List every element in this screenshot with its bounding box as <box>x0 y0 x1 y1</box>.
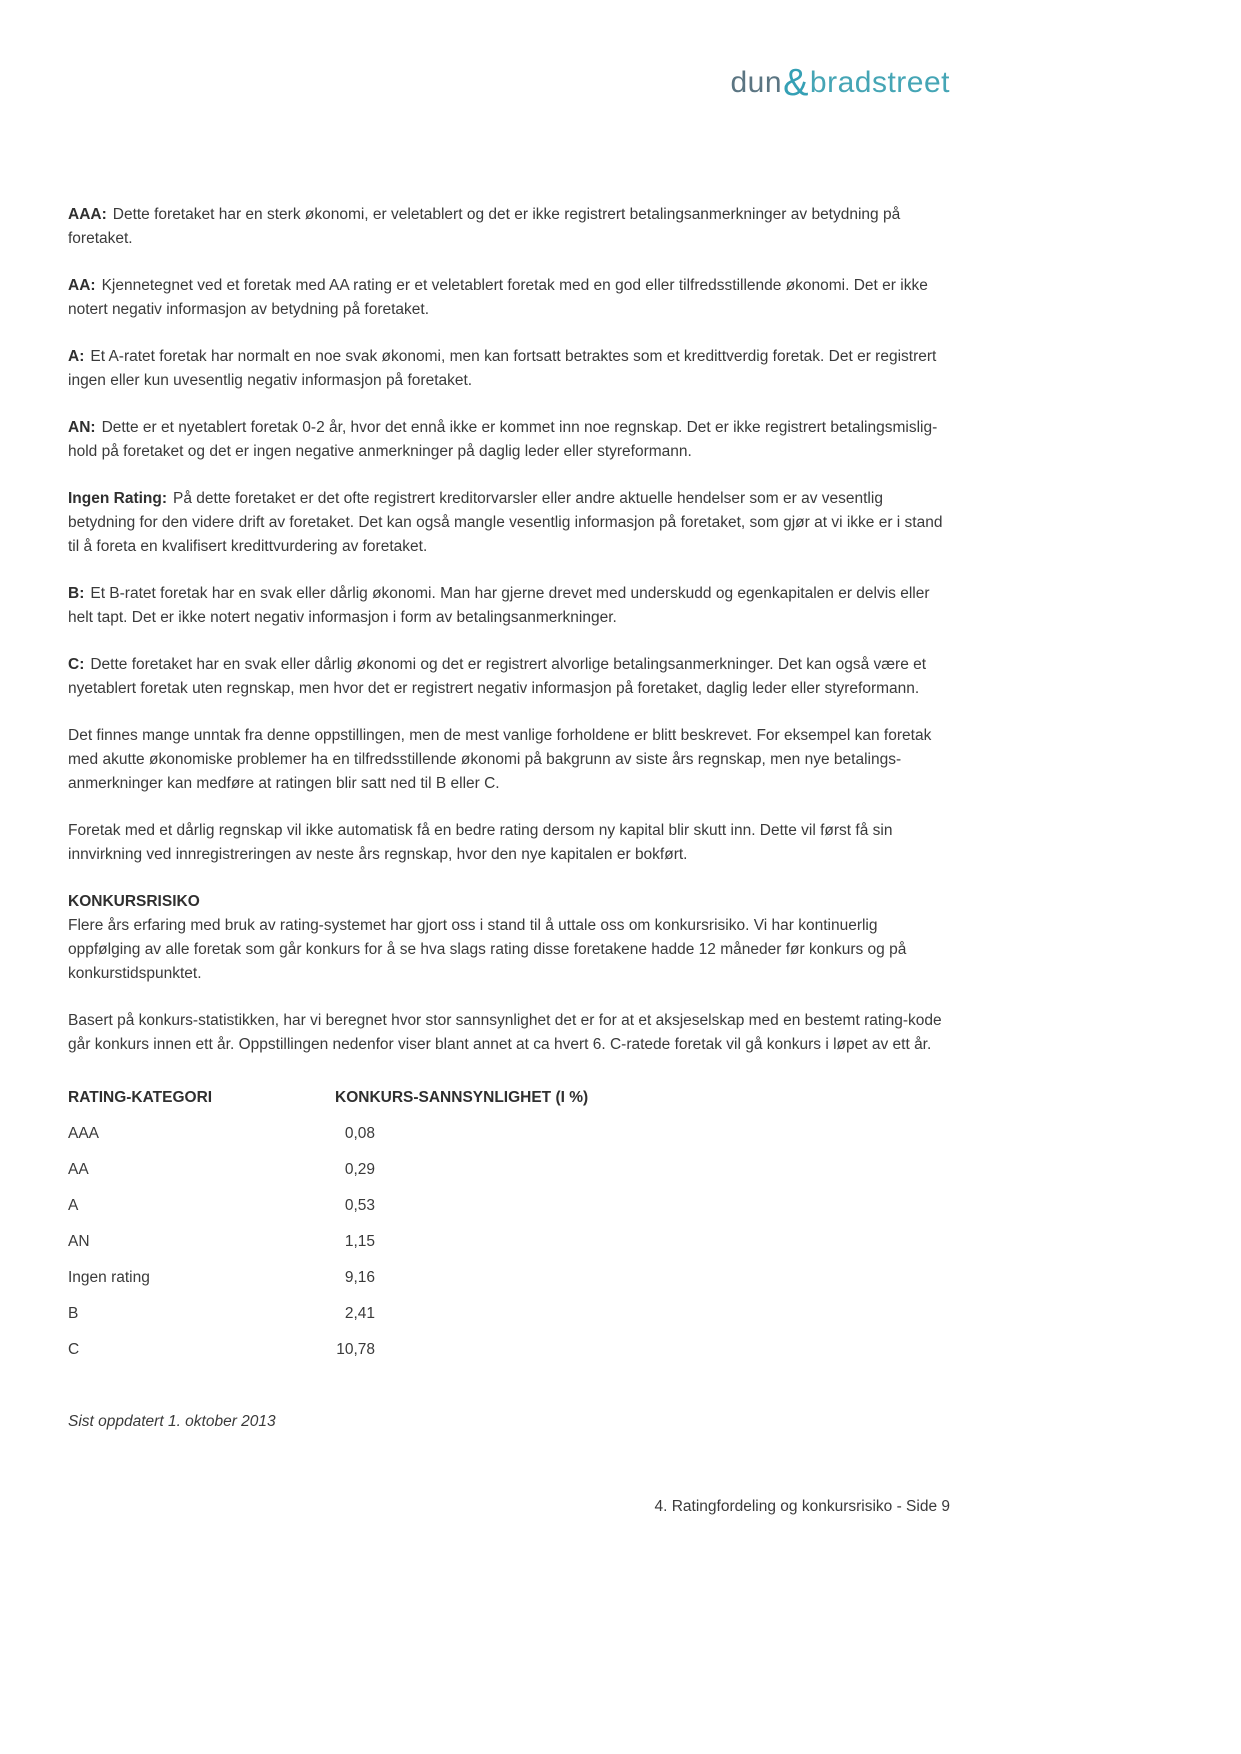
note-paragraph-capital: Foretak med et dårlig regnskap vil ikke automatisk få en bedre rating dersom ny kapital blir skutt inn. Dette vil først få sin innvirkning ved innregistreringen av neste års regnskap, hvor den nye kapitalen er bokført. <box>68 822 893 863</box>
note-paragraph-exceptions: Det finnes mange unntak fra denne oppstillingen, men de mest vanlige forholdene er blitt beskrevet. For eksempel kan foretak med akutte økonomiske problemer ha en tilfredsstillende økonomi på bakgrunn av siste års regnskap, men nye betalings- anmerkninger kan medføre at ratingen blir satt ned til B eller C. <box>68 727 932 792</box>
rating-text: På dette foretaket er det ofte registrert kreditorvarsler eller andre aktuelle hendelser som er av vesentlig betydning for den videre drift av foretaket. Det kan også mangle vesentlig informasjon på foretaket, som gjør at vi ikke er i stand til å foreta en kvalifisert kredittvurdering av foretaket. <box>68 490 943 555</box>
cell-category: AN <box>68 1233 90 1250</box>
logo-bradstreet-text: bradstreet <box>809 66 950 99</box>
cell-value: 1,15 <box>344 1233 375 1250</box>
updated-note: Sist oppdatert 1. oktober 2013 <box>68 1413 276 1430</box>
cell-category: AA <box>68 1161 89 1178</box>
cell-category: Ingen rating <box>68 1269 150 1286</box>
rating-label: AN: <box>68 419 96 436</box>
table-row <box>68 1260 954 1296</box>
rating-text: Dette foretaket har en svak eller dårlig økonomi og det er registrert alvorlige betalingsanmerkninger. Det kan også være et nyetablert foretak uten regnskap, men hvor det er registrert negativ informasjon på foretaket, daglig leder eller styreformann. <box>68 656 927 697</box>
table-row <box>68 1332 954 1368</box>
konkursrisiko-paragraph-1: Flere års erfaring med bruk av rating-systemet har gjort oss i stand til å uttale oss om konkursrisiko. Vi har kontinuerlig oppfølging av alle foretak som går konkurs for å se hva slags rating disse foretakene hadde 12 måneder før konkurs og på konkurstidspunktet. <box>68 917 907 982</box>
page-content <box>68 203 954 1450</box>
cell-value: 0,08 <box>344 1125 375 1142</box>
table-row <box>68 1188 954 1224</box>
header-rating-category: RATING-KATEGORI <box>68 1089 213 1106</box>
table-row <box>68 1296 954 1332</box>
konkursrisiko-heading: KONKURSRISIKO <box>68 893 200 910</box>
rating-text: Dette foretaket har en sterk økonomi, er veletablert og det er ikke registrert betalingsanmerkninger av betydning på foretaket. <box>68 206 901 247</box>
rating-paragraph-b <box>68 582 954 630</box>
cell-value: 0,29 <box>344 1161 375 1178</box>
cell-category: A <box>68 1197 79 1214</box>
dun-bradstreet-logo <box>730 62 951 104</box>
rating-paragraph-aaa <box>68 203 954 251</box>
cell-category: C <box>68 1341 80 1358</box>
probability-table <box>68 1080 954 1368</box>
table-row <box>68 1152 954 1188</box>
rating-paragraph-a <box>68 345 954 393</box>
rating-paragraph-c <box>68 653 954 701</box>
rating-label: AA: <box>68 277 96 294</box>
rating-label: A: <box>68 348 85 365</box>
konkursrisiko-paragraph-2: Basert på konkurs-statistikken, har vi beregnet hvor stor sannsynlighet det er for at et aksjeselskap med en bestemt rating-kode går konkurs innen ett år. Oppstillingen nedenfor viser blant annet at ca hvert 6. C-ratede foretak vil gå konkurs i løpet av ett år. <box>68 1012 942 1053</box>
cell-value: 9,16 <box>344 1269 375 1286</box>
logo-dun-text: dun <box>730 66 783 99</box>
logo-ampersand-icon: & <box>783 62 809 104</box>
cell-category: AAA <box>68 1125 100 1142</box>
table-row <box>68 1116 954 1152</box>
rating-text: Dette er et nyetablert foretak 0-2 år, hvor det ennå ikke er kommet inn noe regnskap. Det er ikke registrert betalingsmislig- hold på foretaket og det er ingen negative anmerkninger på daglig leder eller styreformann. <box>68 419 938 460</box>
page-footer: 4. Ratingfordeling og konkursrisiko - Side 9 <box>654 1498 950 1515</box>
rating-label: Ingen Rating: <box>68 490 168 507</box>
rating-text: Et A-ratet foretak har normalt en noe svak økonomi, men kan fortsatt betraktes som et kredittverdig foretak. Det er registrert ingen eller kun uvesentlig negativ informasjon på foretaket. <box>68 348 937 389</box>
table-row <box>68 1224 954 1260</box>
cell-value: 10,78 <box>336 1341 375 1358</box>
rating-label: C: <box>68 656 85 673</box>
rating-text: Kjennetegnet ved et foretak med AA rating er et veletablert foretak med en god eller tilfredsstillende økonomi. Det er ikke notert negativ informasjon av betydning på foretaket. <box>68 277 928 318</box>
rating-text: Et B-ratet foretak har en svak eller dårlig økonomi. Man har gjerne drevet med underskudd og egenkapitalen er delvis eller helt tapt. Det er ikke notert negativ informasjon i form av betalingsanmerkninger. <box>68 585 930 626</box>
rating-paragraph-aa <box>68 274 954 322</box>
table-header-row <box>68 1080 954 1116</box>
rating-paragraph-ingen-rating <box>68 487 954 559</box>
cell-value: 2,41 <box>344 1305 375 1322</box>
cell-value: 0,53 <box>344 1197 375 1214</box>
rating-label: B: <box>68 585 85 602</box>
header-konkurs-sannsynlighet: KONKURS-SANNSYNLIGHET (I %) <box>335 1089 589 1106</box>
rating-label: AAA: <box>68 206 107 223</box>
rating-paragraph-an <box>68 416 954 464</box>
cell-category: B <box>68 1305 79 1322</box>
